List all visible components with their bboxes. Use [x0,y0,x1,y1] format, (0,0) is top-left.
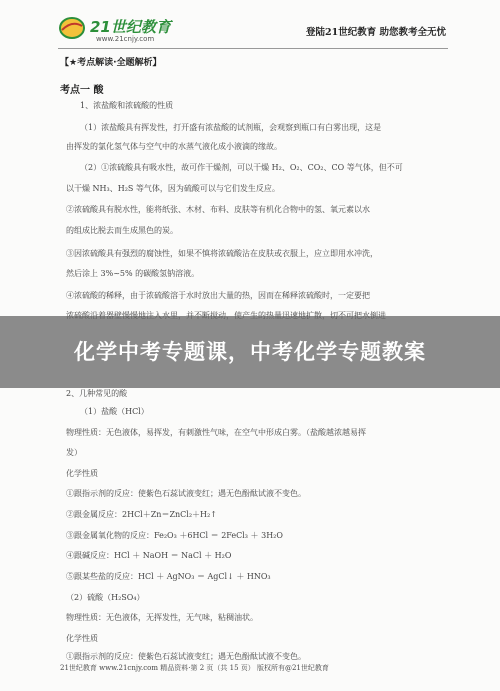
text-line: ④跟碱反应：HCl ＋ NaOH ＝ NaCl ＋ H₂O [66,551,232,560]
text-line: ③因浓硫酸具有强烈的腐蚀性，如果不慎将浓硫酸沾在皮肤或衣服上，应立即用水冲洗， [66,249,378,258]
text-line: 化学性质 [66,469,98,478]
section-title: 考点一 酸 [60,85,104,96]
text-line: 2、几种常见的酸 [66,389,128,398]
text-line: （2）硫酸（H₂SO₄） [66,593,145,602]
title-banner [0,316,500,388]
text-line: ②浓硫酸具有脱水性，能将纸张、木材、布料、皮肤等有机化合物中的氢、氧元素以水 [66,205,370,214]
text-line: ⑤跟某些盐的反应：HCl ＋ AgNO₃ ＝ AgCl↓ ＋ HNO₃ [66,572,271,581]
header-slogan: 登陆21世纪教育 助您教考全无忧 [305,27,446,38]
logo-url: www.21cnjy.com [96,35,155,43]
footer-text: 21世纪教育 www.21cnjy.com 精品资料·第 2 页（共 15 页） 版权所有@21世纪教育 [60,664,329,672]
text-line: 化学性质 [66,634,98,643]
text-line: 的组成比脱去而生成黑色的炭。 [66,226,178,235]
site-logo[interactable] [58,14,188,44]
banner-title: 化学中考专题课，中考化学专题教案 [74,340,426,364]
text-line: 1、浓盐酸和浓硫酸的性质 [80,101,174,110]
text-line: （2）①浓硫酸具有吸水性，故可作干燥剂，可以干燥 H₂、O₂、CO₂、CO 等气体，但不可 [80,163,403,172]
text-line: 以干燥 NH₃、H₂S 等气体，因为硫酸可以与它们发生反应。 [66,184,280,193]
text-line: （1）盐酸（HCl） [80,407,149,416]
text-line: （1）浓盐酸具有挥发性，打开盛有浓盐酸的试剂瓶，会观察到瓶口有白雾出现，这是 [80,123,382,132]
logo-globe-icon [58,16,86,40]
text-line: ②跟金属反应：2HCl＋Zn＝ZnCl₂＋H₂↑ [66,510,217,519]
text-line: 由挥发的氯化氢气体与空气中的水蒸气液化成小液滴的缘故。 [66,142,282,151]
text-line: ①跟指示剂的反应：使紫色石蕊试液变红；遇无色酚酞试液不变色。 [66,652,306,661]
page-footer [60,663,450,673]
text-line: 物理性质：无色液体，无挥发性，无气味，粘稠油状。 [66,613,258,622]
text-line: 然后涂上 3%~5% 的碳酸氢钠溶液。 [66,269,200,278]
section-tag: 【★考点解读·全题解析】 [60,58,162,68]
text-line: ④浓硫酸的稀释，由于浓硫酸溶于水时放出大量的热，因而在稀释浓硫酸时，一定要把 [66,291,370,300]
text-line: ①跟指示剂的反应：使紫色石蕊试液变红；遇无色酚酞试液不变色。 [66,489,306,498]
logo-text: 21世纪教育 [90,18,171,36]
page-header [58,12,448,49]
text-line: 物理性质：无色液体，易挥发，有刺激性气味，在空气中形成白雾。（盐酸越浓越易挥 [66,428,366,437]
text-line: ③跟金属氧化物的反应：Fe₂O₃ ＋6HCl ＝ 2FeCl₃ ＋ 3H₂O [66,531,283,540]
text-line: 发） [66,448,82,457]
